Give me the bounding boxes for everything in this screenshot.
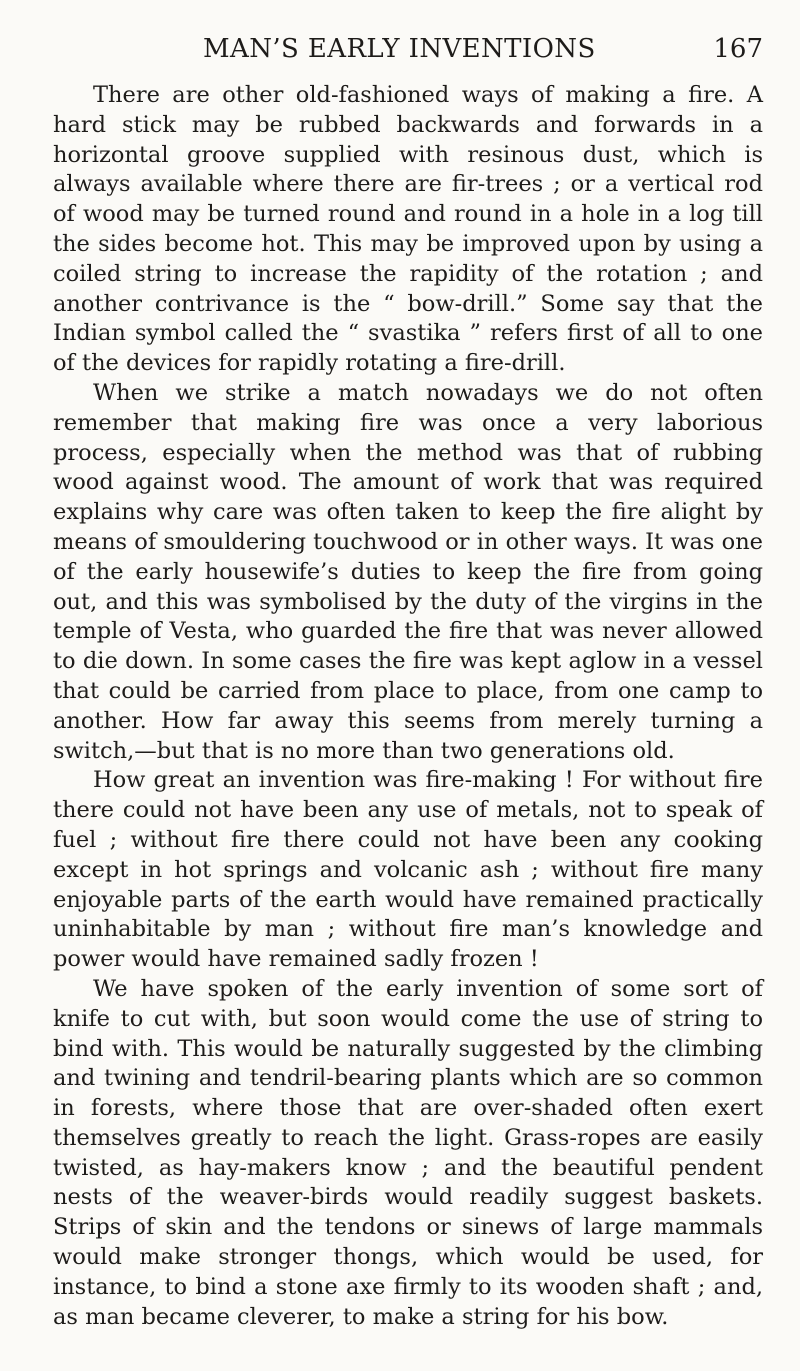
paragraph-great-invention: How great an invention was fire-making ! For without fire there could not have been any use of metals, not to speak of fuel ; without fire there could not have been any cooking except in hot springs and volcanic ash ; without fire many enjoyable parts of the earth would have remained practically uninhabitable by man ; without fire man’s knowledge and power would have remained sadly frozen ! <box>53 767 763 973</box>
page-number: 167 <box>713 34 763 64</box>
running-title: MAN’S EARLY INVENTIONS <box>203 34 596 64</box>
paragraph-fire-methods: There are other old-fashioned ways of making a fire. A hard stick may be rubbed backwards and forwards in a horizontal groove supplied with resinous dust, which is always available where there are fir-trees ; or a vertical rod of wood may be turned round and round in a hole in a log till the sides become hot. This may be improved upon by using a coiled string to increase the rapidity of the rotation ; and another contrivance is the “ bow-drill.” Some say that the Indian symbol called the “ svastika ” refers first of all to one of the devices for rapidly rotating a fire-drill. <box>53 82 763 377</box>
paragraph-laborious-fire: When we strike a match nowadays we do not often remember that making fire was once a very laborious process, especially when the method was that of rubbing wood against wood. The amount of work that was required explains why care was often taken to keep the fire alight by means of smouldering touchwood or in other ways. It was one of the early housewife’s duties to keep the fire from going out, and this was symbolised by the duty of the virgins in the temple of Vesta, who guarded the fire that was never allowed to die down. In some cases the fire was kept aglow in a vessel that could be carried from place to place, from one camp to another. How far away this seems from merely turning a switch,—but that is no more than two generations old. <box>53 379 763 764</box>
page-header <box>53 33 763 69</box>
paragraph-string: We have spoken of the early invention of some sort of knife to cut with, but soon would come the use of string to bind with. This would be naturally suggested by the climbing and twining and tendril-bearing plants which are so common in forests, where those that are over-shaded often exert themselves greatly to reach the light. Grass-ropes are easily twisted, as hay-makers know ; and the beautiful pendent nests of the weaver-birds would readily suggest baskets. Strips of skin and the tendons or sinews of large mammals would make stronger thongs, which would be used, for instance, to bind a stone axe firmly to its wooden shaft ; and, as man became cleverer, to make a string for his bow. <box>53 975 763 1330</box>
body-text <box>53 81 763 1332</box>
